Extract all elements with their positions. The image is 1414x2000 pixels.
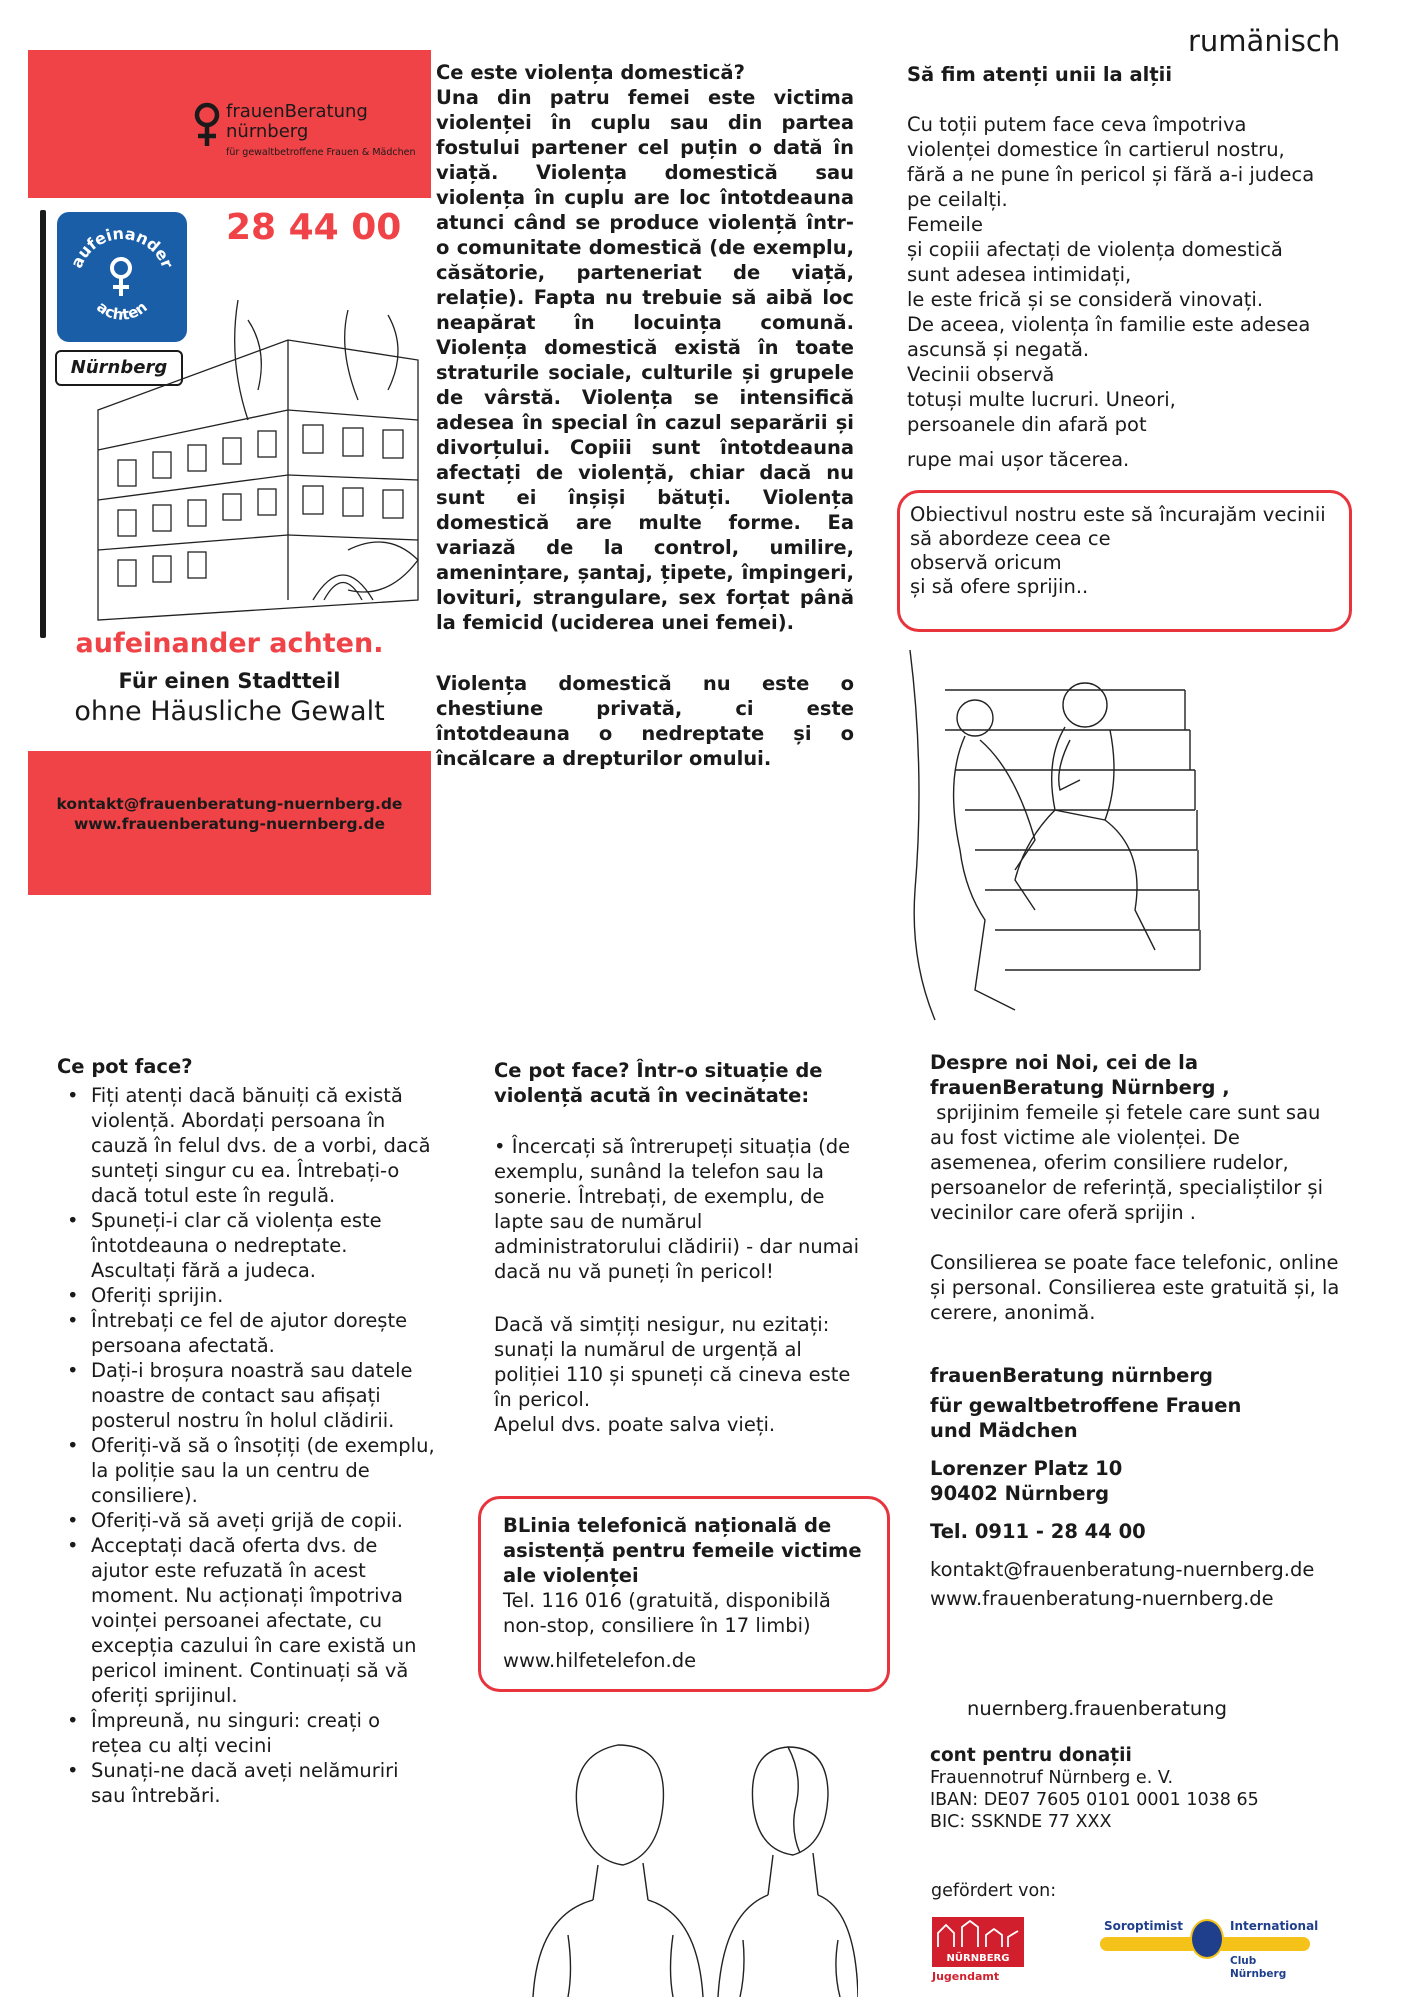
poster-subtitle2: ohne Häusliche Gewalt (74, 696, 385, 727)
bottom3-addr1: Lorenzer Platz 10 (930, 1457, 1123, 1480)
col3-line: violenței domestice în cartierul nostru, (907, 138, 1285, 161)
poster-subtitle1: Für einen Stadtteil (118, 669, 341, 693)
list-item: • Dați-i broșura noastră sau datele noastre de contact sau afișați posterul nostru în holul clădirii. (91, 1358, 437, 1433)
hotline-box (478, 1496, 890, 1692)
col3-line: fără a ne pune în pericol și fără a-i judeca (907, 163, 1315, 186)
donation-line1: Frauennotruf Nürnberg e. V. (930, 1768, 1174, 1788)
col3-heading: Să fim atenți unii la alții (907, 63, 1173, 86)
hotline-heading: BLinia telefonică națională de asistență pentru femeile victime ale violenței (503, 1514, 862, 1587)
soroptimist-logo (1100, 1915, 1319, 1980)
hotline-text: Tel. 116 016 (gratuită, disponibilă non-stop, consiliere în 17 limbi) (503, 1589, 831, 1637)
org-logo-icon (190, 100, 228, 150)
goal-line: Obiectivul nostru este să încurajăm vecinii (910, 503, 1326, 526)
col2-heading: Ce este violența domestică? (436, 61, 745, 84)
sign-bottom-text: achten (93, 297, 151, 324)
col3-goal-box (897, 490, 1352, 632)
col3-line: Vecinii observă (907, 363, 1055, 386)
list-item: • Oferiți-vă să o însoțiți (de exemplu, la poliție sau la un centru de consiliere). (91, 1433, 437, 1508)
poster-web[interactable]: www.frauenberatung-nuernberg.de (73, 815, 386, 833)
list-item: • Oferiți-vă să aveți grijă de copii. (91, 1508, 437, 1533)
donation-iban: IBAN: DE07 7605 0101 0001 1038 65 (930, 1790, 1259, 1810)
col3-line: persoanele din afară pot (907, 413, 1147, 436)
col3-lines (907, 112, 1347, 437)
donation-heading: cont pentru donații (930, 1745, 1132, 1766)
bottom3-para1: sprijinim femeile și fetele care sunt sau au fost victime ale violenței. De asemenea, oferim consiliere rudelor, persoanelor de referință, specialiștilor și vecinilor care oferă sprijin . (930, 1101, 1330, 1224)
list-item: • Fiți atenți dacă bănuiți că există violență. Abordați persoana în cauză în felul dvs. de a vorbi, dacă sunteți singur cu ea. Întrebați-o dacă totul este în regulă. (91, 1083, 437, 1208)
stairs-illustration (905, 650, 1205, 1030)
col3-line: le este frică și se consideră vinovați. (907, 288, 1264, 311)
building-illustration (88, 297, 428, 630)
goal-line: să abordeze ceea ce (910, 527, 1111, 550)
soroptimist-intl: International (1230, 1919, 1319, 1933)
org-name-line1: frauenBeratung (226, 101, 368, 122)
bottom2-heading: Ce pot face? Într-o situație de violență acută în vecinătate: (494, 1059, 823, 1107)
col3-line: ascunsă și negată. (907, 338, 1090, 361)
soroptimist-emblem-icon (1190, 1919, 1224, 1959)
svg-text:aufeinander (67, 224, 177, 271)
soroptimist-club: Club Nürnberg (1230, 1955, 1287, 1980)
list-item: • Întrebați ce fel de ajutor dorește persoana afectată. (91, 1308, 437, 1358)
org-tagline: für gewaltbetroffene Frauen & Mädchen (226, 147, 416, 158)
instagram-handle[interactable]: nuernberg.frauenberatung (967, 1697, 1228, 1720)
donation-bic: BIC: SSKNDE 77 XXX (930, 1812, 1112, 1832)
bottom2-para3: Apelul dvs. poate salva vieți. (494, 1413, 776, 1436)
col3-line: totuși multe lucruri. Uneori, (907, 388, 1176, 411)
bottom3-web[interactable]: www.frauenberatung-nuernberg.de (930, 1587, 1274, 1610)
col2-body: Una din patru femei este victima violenței în cuplu sau din partea fostului partener cel puțin o dată în viață. Violența domestică sau violența în cuplu are loc întotdeauna atunci când se produce violență într-o comunitate domestică (de exemplu, căsătorie, parteneriat de viață, relație). Fapta nu trebuie să aibă loc neapărat în locuința comună. Violența domestică există în toate straturile sociale, culturile și grupele de vârstă. Violența se intensifică adesea în special în cazul separării și divorțului. Copiii sunt întotdeauna afectați de violență, chiar dacă nu sunt ei înșiși bătuți. Violența domestică are multe forme. Ea variază de la control, umilire, amenințare, șantaj, țipete, împingeri, lovituri, strangulare, sex forțat până la femicid (uciderea unei femei). (436, 86, 854, 634)
bottom3-org1: frauenBeratung nürnberg (930, 1364, 1213, 1387)
goal-line: observă oricum (910, 551, 1062, 574)
nuernberg-logo-text: NÜRNBERG (946, 1953, 1010, 1964)
list-item: • Împreună, nu singuri: creați o rețea cu alți vecini (91, 1708, 437, 1758)
hotline-web[interactable]: www.hilfetelefon.de (503, 1649, 697, 1672)
bottom2-para2: Dacă vă simțiți nesigur, nu ezitați: sunați la numărul de urgență al poliției 110 și spuneți că cineva este în pericol. (494, 1313, 851, 1411)
poster-slogan: aufeinander achten. (75, 628, 384, 659)
bottom3-org2: für gewaltbetroffene Frauen und Mädchen (930, 1394, 1242, 1442)
bottom3-addr2: 90402 Nürnberg (930, 1482, 1110, 1505)
col2-body2: Violența domestică nu este o chestiune privată, ci este întotdeauna o nedreptate și o încălcare a drepturilor omului. (436, 672, 854, 770)
bottom3-heading: Despre noi Noi, cei de la frauenBeratung Nürnberg , (930, 1051, 1230, 1099)
sign-top-text: aufeinander (66, 223, 178, 271)
col3-line: pe ceilalți. (907, 188, 1008, 211)
list-item: • Sunați-ne dacă aveți nelămuriri sau întrebări. (91, 1758, 437, 1808)
bottom3-para2: Consilierea se poate face telefonic, online și personal. Consilierea este gratuită și, la cerere, anonimă. (930, 1251, 1340, 1324)
col3-line: Femeile (907, 213, 983, 236)
org-name-line2: nürnberg (226, 121, 309, 142)
col3-line: De aceea, violența în familie este adesea (907, 313, 1311, 336)
col3-last-line: rupe mai ușor tăcerea. (907, 448, 1130, 471)
sign-post (40, 210, 46, 638)
list-item: • Oferiți sprijin. (91, 1283, 437, 1308)
soroptimist-name: Soroptimist (1104, 1919, 1183, 1933)
women-illustration (528, 1735, 858, 1997)
list-item: • Spuneți-i clar că violența este întotdeauna o nedreptate. Ascultați fără a judeca. (91, 1208, 437, 1283)
bottom3-email[interactable]: kontakt@frauenberatung-nuernberg.de (930, 1558, 1315, 1581)
list-item: • Acceptați dacă oferta dvs. de ajutor este refuzată în acest moment. Nu acționați împotriva voinței persoanei afectate, cu excepția cazului în care există un pericol iminent. Continuați să vă oferiți sprijinul. (91, 1533, 437, 1708)
bottom1-heading: Ce pot face? (57, 1055, 193, 1078)
col3-line: Cu toții putem face ceva împotriva (907, 113, 1247, 136)
col3-line: sunt adesea intimidați, (907, 263, 1132, 286)
jugendamt-label: Jugendamt (932, 1970, 1000, 1983)
bottom3-tel: Tel. 0911 - 28 44 00 (930, 1520, 1146, 1543)
language-tag: rumänisch (1188, 24, 1341, 58)
nuernberg-logo (932, 1917, 1024, 1967)
poster-phone: 28 44 00 (226, 207, 402, 248)
poster-email[interactable]: kontakt@frauenberatung-nuernberg.de (56, 795, 403, 813)
bottom2-para1: • Încercați să întrerupeți situația (de exemplu, sunând la telefon sau la sonerie. Întrebați, de exemplu, de lapte sau de numărul administratorului clădirii) - dar numai dacă nu vă puneți în pericol! (494, 1135, 860, 1283)
bottom1-list (57, 1083, 437, 1808)
col3-line: și copiii afectați de violența domestică (907, 238, 1283, 261)
goal-line: și să ofere sprijin.. (910, 575, 1089, 598)
sponsor-label: gefördert von: (931, 1881, 1057, 1901)
street-sign-city: Nürnberg (55, 350, 183, 386)
